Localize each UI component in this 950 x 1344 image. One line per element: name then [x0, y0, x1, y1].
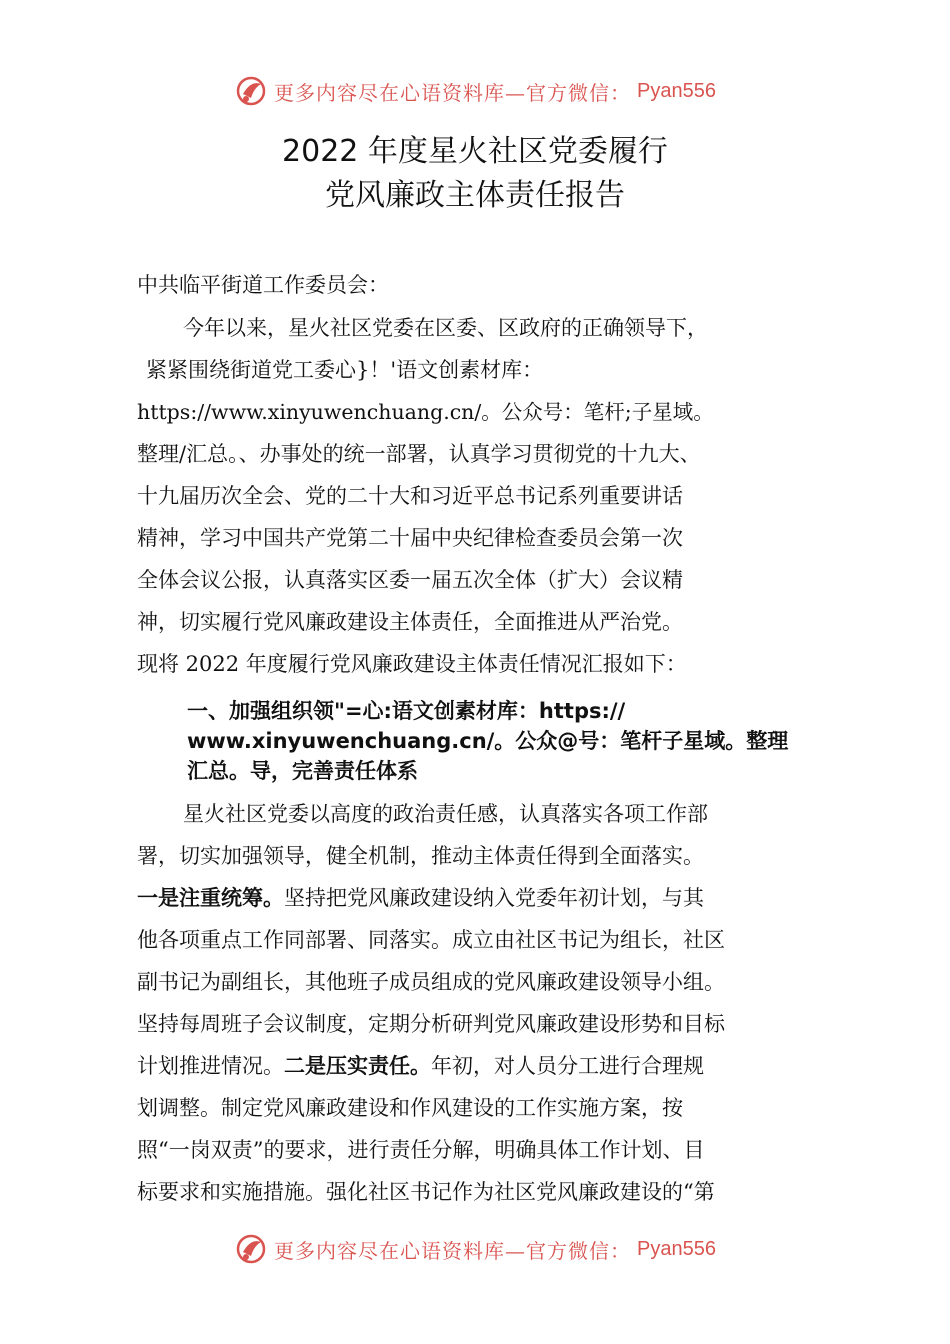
paragraph-line: 紧紧围绕街道党工委心}！'语文创素材库： — [146, 358, 544, 382]
logo-icon — [234, 1232, 268, 1266]
watermark-text: 更多内容尽在心语资料库—官方微信： — [274, 80, 632, 105]
paragraph-line: 今年以来，星火社区党委在区委、区政府的正确领导下， — [183, 316, 708, 340]
paragraph-line: 署，切实加强领导，健全机制，推动主体责任得到全面落实。 — [137, 844, 704, 868]
doc-title-line1: 2022 年度星火社区党委履行 — [282, 134, 668, 169]
paragraph-line: 十九届历次全会、党的二十大和习近平总书记系列重要讲话 — [137, 484, 683, 508]
paragraph-text: 坚持把党风廉政建设纳入党委年初计划，与其 — [284, 886, 704, 910]
watermark-footer — [0, 1232, 950, 1271]
logo-icon — [234, 74, 268, 108]
paragraph-text: 计划推进情况。 — [137, 1054, 284, 1078]
section-heading-line: 汇总。导，完善责任体系 — [187, 759, 418, 783]
paragraph-line: 副书记为副组长，其他班子成员组成的党风廉政建设领导小组。 — [137, 970, 725, 994]
paragraph-line: 神，切实履行党风廉政建设主体责任，全面推进从严治党。 — [137, 610, 683, 634]
section-heading-line: 一、加强组织领"=心:语文创素材库：https:// — [187, 699, 626, 723]
paragraph-line — [137, 1051, 704, 1081]
paragraph-line: 整理/汇总。、办事处的统一部署，认真学习贯彻党的十九大、 — [137, 442, 701, 466]
emphasis-text: 二是压实责任。 — [284, 1054, 431, 1078]
paragraph-line: 星火社区党委以高度的政治责任感，认真落实各项工作部 — [183, 802, 708, 826]
emphasis-text: 一是注重统筹。 — [137, 886, 284, 910]
paragraph-line: 照“一岗双责”的要求，进行责任分解，明确具体工作计划、目 — [137, 1138, 705, 1162]
watermark-text: 更多内容尽在心语资料库—官方微信： — [274, 1238, 632, 1263]
watermark-wechat-id: Pyan556 — [637, 1237, 716, 1260]
paragraph-line: 现将 2022 年度履行党风廉政建设主体责任情况汇报如下： — [137, 652, 687, 676]
paragraph-line: 全体会议公报，认真落实区委一届五次全体（扩大）会议精 — [137, 568, 683, 592]
addressee: 中共临平街道工作委员会： — [137, 273, 389, 297]
paragraph-line: https://www.xinyuwenchuang.cn/。公众号：笔杆;子星域。 — [137, 400, 714, 424]
paragraph-line: 精神，学习中国共产党第二十届中央纪律检查委员会第一次 — [137, 526, 683, 550]
paragraph-line: 坚持每周班子会议制度，定期分析研判党风廉政建设形势和目标 — [137, 1012, 725, 1036]
paragraph-text: 年初，对人员分工进行合理规 — [431, 1054, 704, 1078]
paragraph-line: 他各项重点工作同部署、同落实。成立由社区书记为组长，社区 — [137, 928, 725, 952]
section-heading-line: www.xinyuwenchuang.cn/。公众@号：笔杆子星域。整理 — [187, 729, 789, 753]
watermark-wechat-id: Pyan556 — [637, 79, 716, 102]
doc-title-line2: 党风廉政主体责任报告 — [325, 178, 625, 213]
watermark-header — [0, 74, 950, 113]
paragraph-line — [137, 883, 704, 913]
paragraph-line: 划调整。制定党风廉政建设和作风建设的工作实施方案，按 — [137, 1096, 683, 1120]
paragraph-line: 标要求和实施措施。强化社区书记作为社区党风廉政建设的“第 — [137, 1180, 715, 1204]
